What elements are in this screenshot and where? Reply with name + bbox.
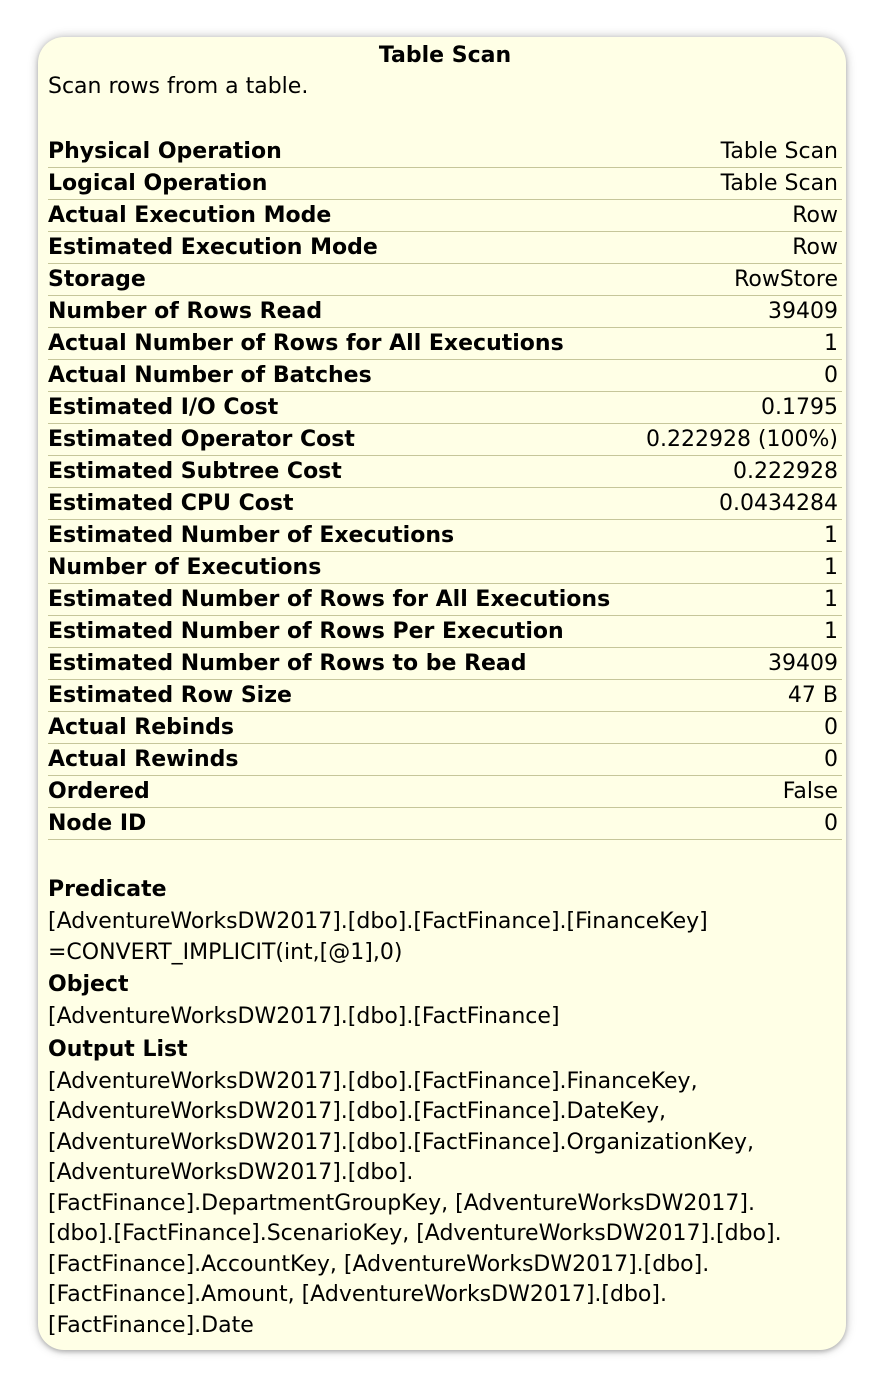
property-row (48, 264, 842, 296)
property-row (48, 776, 842, 808)
property-label: Number of Executions (48, 555, 322, 580)
property-row (48, 808, 842, 840)
property-label: Node ID (48, 811, 147, 836)
property-row (48, 360, 842, 392)
property-label: Physical Operation (48, 139, 282, 164)
object-line: [AdventureWorksDW2017].[dbo].[FactFinance] (48, 1004, 560, 1029)
property-row (48, 712, 842, 744)
property-value: 0 (824, 715, 838, 740)
predicate-line: =CONVERT_IMPLICIT(int,[@1],0) (48, 939, 403, 965)
tooltip-description: Scan rows from a table. (48, 74, 309, 99)
property-row (48, 744, 842, 776)
property-value: False (782, 779, 838, 804)
property-value: 1 (824, 331, 838, 356)
property-label: Ordered (48, 779, 150, 804)
predicate-section (48, 873, 842, 968)
property-label: Estimated Number of Executions (48, 523, 455, 548)
property-label: Estimated Execution Mode (48, 235, 378, 260)
property-row (48, 328, 842, 360)
property-label: Actual Rebinds (48, 715, 234, 740)
output-list-line: [AdventureWorksDW2017].[dbo].[FactFinance].OrganizationKey, (48, 1129, 755, 1155)
property-value: 0 (824, 811, 838, 836)
property-value: 0 (824, 747, 838, 772)
property-label: Actual Number of Batches (48, 363, 372, 388)
property-row (48, 424, 842, 456)
property-row (48, 520, 842, 552)
property-value: RowStore (734, 267, 838, 292)
property-label: Estimated Operator Cost (48, 427, 355, 452)
property-value: Table Scan (720, 139, 838, 164)
property-row (48, 232, 842, 264)
property-value: 0 (824, 363, 838, 388)
property-label: Actual Number of Rows for All Executions (48, 331, 564, 356)
predicate-line: [AdventureWorksDW2017].[dbo].[FactFinance].[FinanceKey] (48, 909, 708, 934)
property-value: 47 B (787, 683, 838, 708)
output-list-heading: Output List (48, 1036, 188, 1062)
property-row (48, 680, 842, 712)
property-value: 0.222928 (100%) (645, 427, 838, 452)
object-heading: Object (48, 972, 129, 997)
predicate-text (48, 907, 842, 968)
property-row (48, 552, 842, 584)
object-text (48, 1002, 842, 1033)
output-list-line: [FactFinance].AccountKey, [AdventureWorksDW2017].[dbo]. (48, 1251, 710, 1277)
property-value: Table Scan (720, 171, 838, 196)
property-row (48, 616, 842, 648)
property-value: 0.1795 (761, 395, 838, 420)
property-row (48, 392, 842, 424)
property-value: 1 (824, 555, 838, 580)
property-label: Actual Execution Mode (48, 203, 332, 228)
tooltip-title: Table Scan (378, 43, 512, 68)
property-label: Estimated Number of Rows for All Executions (48, 587, 611, 612)
output-list-line: [FactFinance].DepartmentGroupKey, [AdventureWorksDW2017]. (48, 1190, 755, 1216)
property-row (48, 488, 842, 520)
output-list-section (48, 1033, 842, 1342)
property-label: Estimated CPU Cost (48, 491, 294, 516)
property-value: Row (792, 203, 838, 228)
property-value: 1 (824, 587, 838, 612)
property-label: Actual Rewinds (48, 747, 239, 772)
property-row (48, 168, 842, 200)
properties-table (48, 136, 842, 840)
property-value: 0.222928 (733, 459, 838, 484)
property-label: Estimated Number of Rows Per Execution (48, 619, 564, 644)
output-list-line: [AdventureWorksDW2017].[dbo]. (48, 1160, 414, 1185)
property-label: Estimated I/O Cost (48, 395, 279, 420)
object-section (48, 968, 842, 1033)
output-list-line: [FactFinance].Date (48, 1312, 254, 1338)
property-row (48, 584, 842, 616)
property-row (48, 136, 842, 168)
predicate-heading: Predicate (48, 877, 167, 902)
output-list-line: [AdventureWorksDW2017].[dbo].[FactFinance].DateKey, (48, 1099, 666, 1124)
property-value: 39409 (768, 651, 838, 676)
property-label: Storage (48, 267, 146, 292)
property-label: Number of Rows Read (48, 299, 323, 324)
property-label: Logical Operation (48, 171, 268, 196)
property-row (48, 296, 842, 328)
property-row (48, 648, 842, 680)
property-label: Estimated Row Size (48, 683, 292, 708)
property-row (48, 200, 842, 232)
property-row (48, 456, 842, 488)
property-value: Row (792, 235, 838, 260)
output-list-line: [dbo].[FactFinance].ScenarioKey, [AdventureWorksDW2017].[dbo]. (48, 1221, 782, 1246)
property-label: Estimated Subtree Cost (48, 459, 342, 484)
property-value: 1 (824, 619, 838, 644)
output-list-line: [FactFinance].Amount, [AdventureWorksDW2017].[dbo]. (48, 1282, 667, 1307)
property-value: 1 (824, 523, 838, 548)
property-value: 39409 (768, 299, 838, 324)
output-list-line: [AdventureWorksDW2017].[dbo].[FactFinance].FinanceKey, (48, 1068, 698, 1094)
property-value: 0.0434284 (719, 491, 838, 516)
output-list-text (48, 1067, 842, 1342)
execution-plan-tooltip (38, 37, 846, 1350)
property-label: Estimated Number of Rows to be Read (48, 651, 527, 676)
